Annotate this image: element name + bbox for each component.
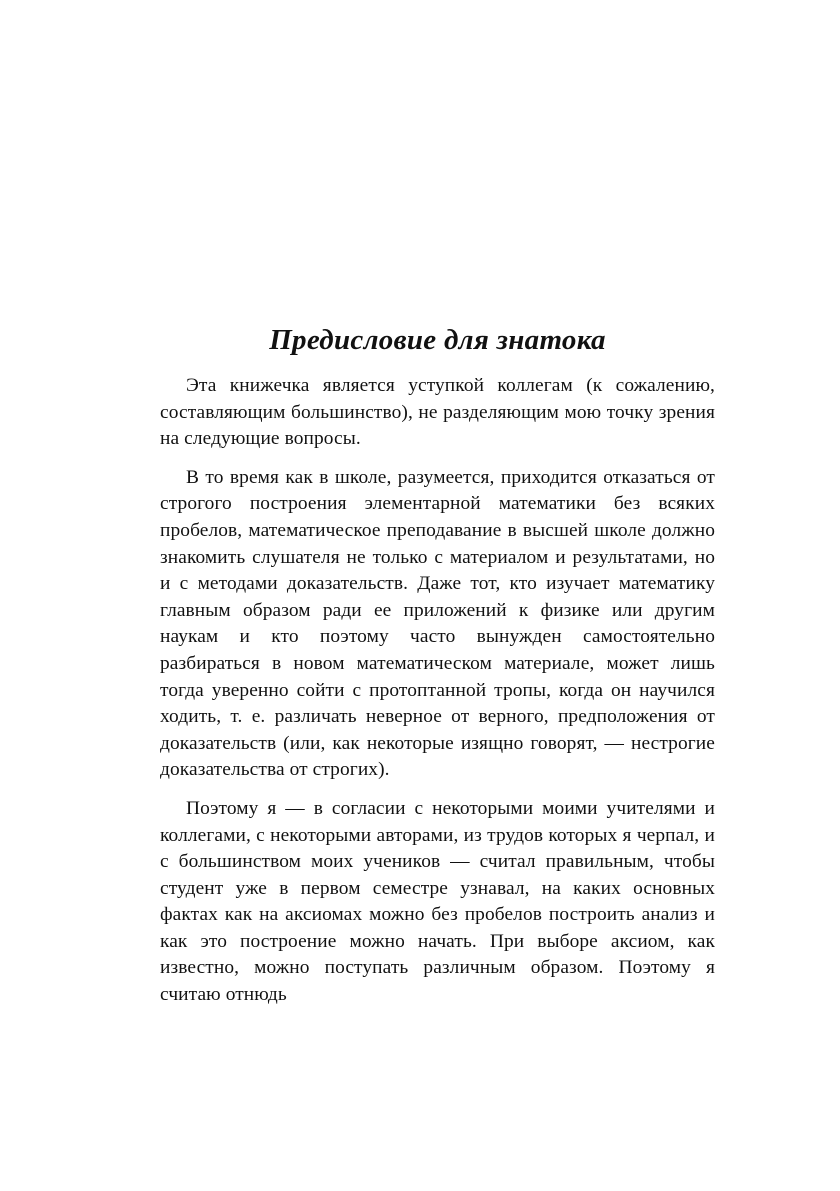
page-title: Предисловие для знатока	[269, 324, 606, 356]
paragraph-1: Эта книжечка является уступкой коллегам (к сожалению, составляющим большинство), не разделяющим мою точку зрения на следующие вопросы.	[160, 375, 715, 450]
paragraph-2: В то время как в школе, разумеется, приходится отказаться от строгого построения элементарной математики без всяких пробелов, математическое преподавание в высшей школе должно знакомить слушателя не только с материалом и результатами, но и с методами доказательств. Даже тот, кто изучает математику главным образом ради ее приложений к физике или другим наукам и кто поэтому часто вынужден самостоятельно разбираться в новом математическом материале, может лишь тогда уверенно сойти с протоптанной тропы, когда он научился ходить, т. е. различать неверное от верного, предположения от доказательств (или, как некоторые изящно говорят, — нестрогие доказательства от строгих).	[160, 466, 715, 781]
body-text	[160, 373, 715, 1009]
paragraph-3: Поэтому я — в согласии с некоторыми моими учителями и коллегами, с некоторыми авторами, из трудов которых я черпал, и с большинством моих учеников — считал правильным, чтобы студент уже в первом семестре узнавал, на каких основных фактах как на аксиомах можно без пробелов построить анализ и как это построение можно начать. При выборе аксиом, как известно, можно поступать различным образом. Поэтому я считаю отнюдь	[160, 797, 715, 1006]
